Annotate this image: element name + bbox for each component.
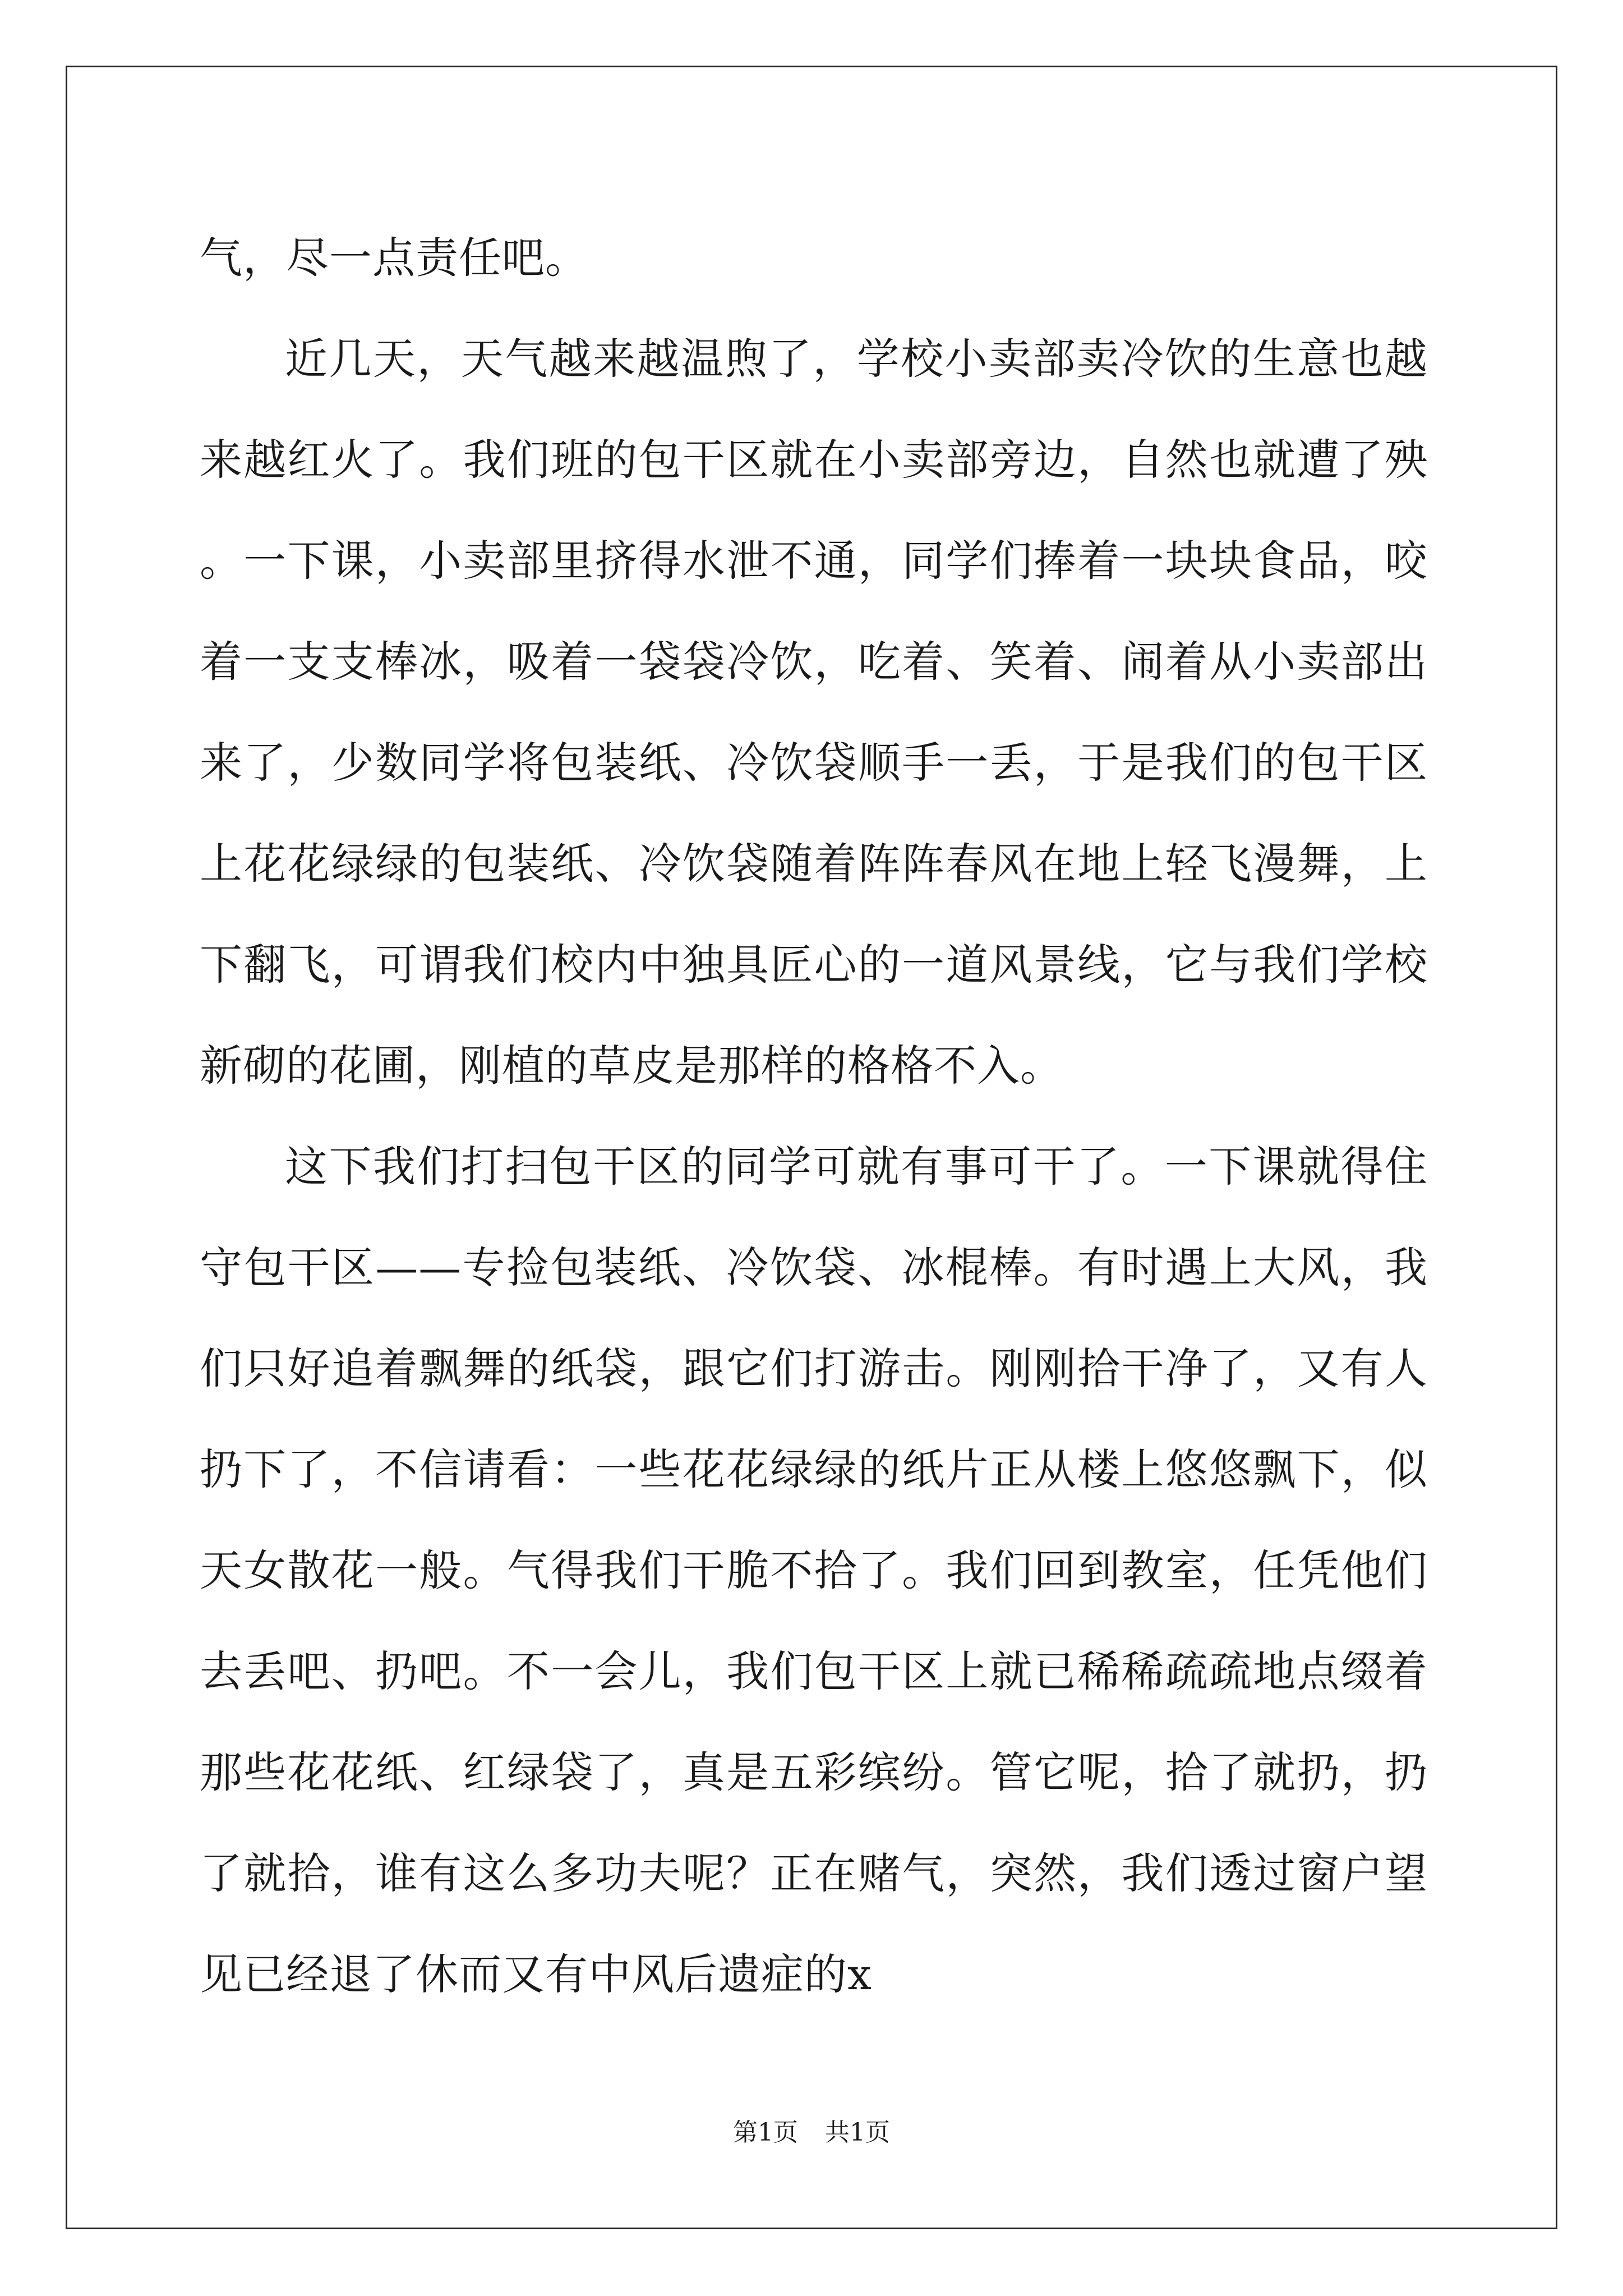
page-footer bbox=[0, 2112, 1623, 2148]
page-total: 共1页 bbox=[825, 2118, 890, 2147]
page-number: 第1页 bbox=[733, 2118, 798, 2147]
paragraph-3: 这下我们打扫包干区的同学可就有事可干了。一下课就得住守包干区——专捡包装纸、冷饮袋、冰棍棒。有时遇上大风，我们只好追着飘舞的纸袋，跟它们打游击。刚刚拾干净了，又有人扔下了，不信请看：一些花花绿绿的纸片正从楼上悠悠飘下，似天女散花一般。气得我们干脆不拾了。我们回到教室，任凭他们去丢吧、扔吧。不一会儿，我们包干区上就已稀稀疏疏地点缀着那些花花纸、红绿袋了，真是五彩缤纷。管它呢，拾了就扔，扔了就拾，谁有这么多功夫呢？正在赌气，突然，我们透过窗户望见已经退了休而又有中风后遗症的x bbox=[200, 1142, 1428, 1999]
paragraph-1: 气，尽一点责任吧。 bbox=[200, 233, 588, 283]
document-body bbox=[200, 208, 1428, 2025]
paragraph-2: 近几天，天气越来越温煦了，学校小卖部卖冷饮的生意也越来越红火了。我们班的包干区就在小卖部旁边，自然也就遭了殃。一下课，小卖部里挤得水泄不通，同学们捧着一块块食品，咬着一支支棒冰，吸着一袋袋冷饮，吃着、笑着、闹着从小卖部出来了，少数同学将包装纸、冷饮袋顺手一丢，于是我们的包干区上花花绿绿的包装纸、冷饮袋随着阵阵春风在地上轻飞漫舞，上下翻飞，可谓我们校内中独具匠心的一道风景线，它与我们学校新砌的花圃，刚植的草皮是那样的格格不入。 bbox=[200, 334, 1428, 1091]
